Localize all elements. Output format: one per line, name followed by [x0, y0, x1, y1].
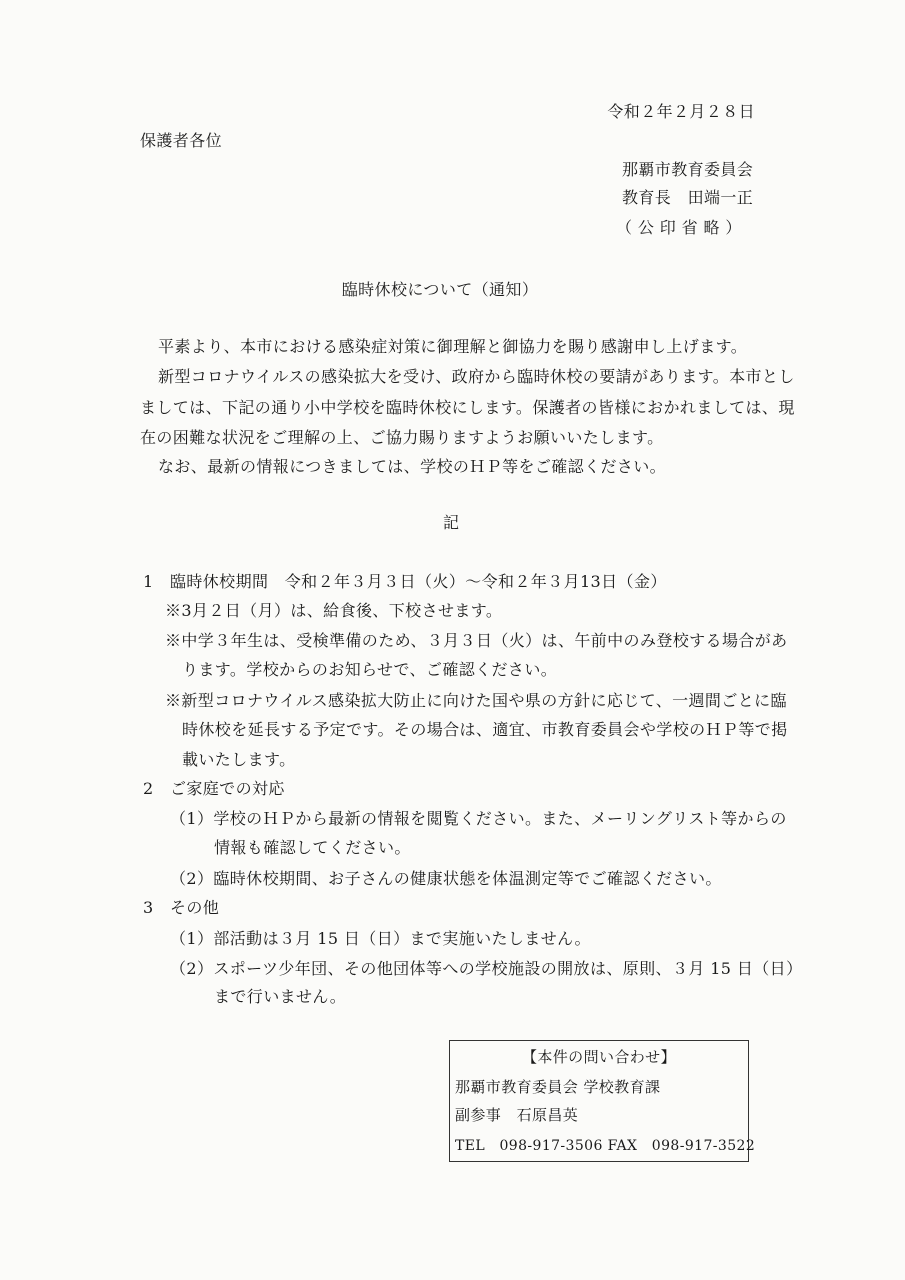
section-2-item: （1）学校のＨＰから最新の情報を閲覧ください。また、メーリングリスト等からの: [170, 809, 787, 828]
body-line: 新型コロナウイルスの感染拡大を受け、政府から臨時休校の要請があります。本市とし: [158, 367, 795, 386]
addressee: 保護者各位: [140, 131, 223, 150]
ki-heading: 記: [443, 513, 460, 532]
section-1-note: ※中学３年生は、受検準備のため、３月３日（火）は、午前中のみ登校する場合があ: [165, 631, 788, 650]
seal-note: （ 公 印 省 略 ）: [616, 218, 742, 237]
body-line: 在の困難な状況をご理解の上、ご協力賜りますようお願いいたします。: [140, 428, 664, 447]
body-line: ましては、下記の通り小中学校を臨時休校にします。保護者の皆様におかれましては、現: [140, 398, 795, 417]
section-1-note: ※3月２日（月）は、給食後、下校させます。: [165, 601, 503, 620]
section-1-note: ※新型コロナウイルス感染拡大防止に向けた国や県の方針に応じて、一週間ごとに臨: [165, 691, 787, 710]
contact-person: 副参事 石原昌英: [455, 1106, 579, 1124]
contact-phone: TEL 098-917-3506 FAX 098-917-3522: [455, 1138, 756, 1154]
section-1: 1 臨時休校期間 令和２年３月３日（火）～令和２年３月13日（金）: [143, 572, 667, 591]
section-2-item: 情報も確認してください。: [214, 838, 411, 857]
contact-heading: 【本件の問い合わせ】: [521, 1048, 676, 1066]
section-2-item: （2）臨時休校期間、お子さんの健康状態を体温測定等でご確認ください。: [170, 869, 722, 888]
section-1-note: 載いたします。: [182, 750, 296, 769]
contact-box: [449, 1040, 756, 1162]
sender-org: 那覇市教育委員会: [622, 160, 754, 179]
section-3: 3 その他: [143, 898, 220, 917]
section-3-item: まで行いません。: [214, 987, 347, 1006]
section-3-item: （2）スポーツ少年団、その他団体等への学校施設の開放は、原則、３月 15 日（日）: [170, 959, 803, 978]
contact-dept: 那覇市教育委員会 学校教育課: [455, 1078, 661, 1096]
section-1-note: ります。学校からのお知らせで、ご確認ください。: [182, 660, 558, 679]
body-line: なお、最新の情報につきましては、学校のＨＰ等をご確認ください。: [158, 457, 667, 476]
section-3-item: （1）部活動は３月 15 日（日）まで実施いたしません。: [170, 929, 591, 948]
section-2: 2 ご家庭での対応: [143, 779, 285, 798]
document-date: 令和２年２月２８日: [607, 102, 755, 121]
sender-name: 教育長 田端一正: [622, 188, 754, 207]
section-1-note: 時休校を延長する予定です。その場合は、適宜、市教育委員会や学校のＨＰ等で掲: [182, 720, 788, 739]
body-line: 平素より、本市における感染症対策に御理解と御協力を賜り感謝申し上げます。: [158, 337, 748, 356]
document-title: 臨時休校について（通知）: [341, 280, 539, 299]
